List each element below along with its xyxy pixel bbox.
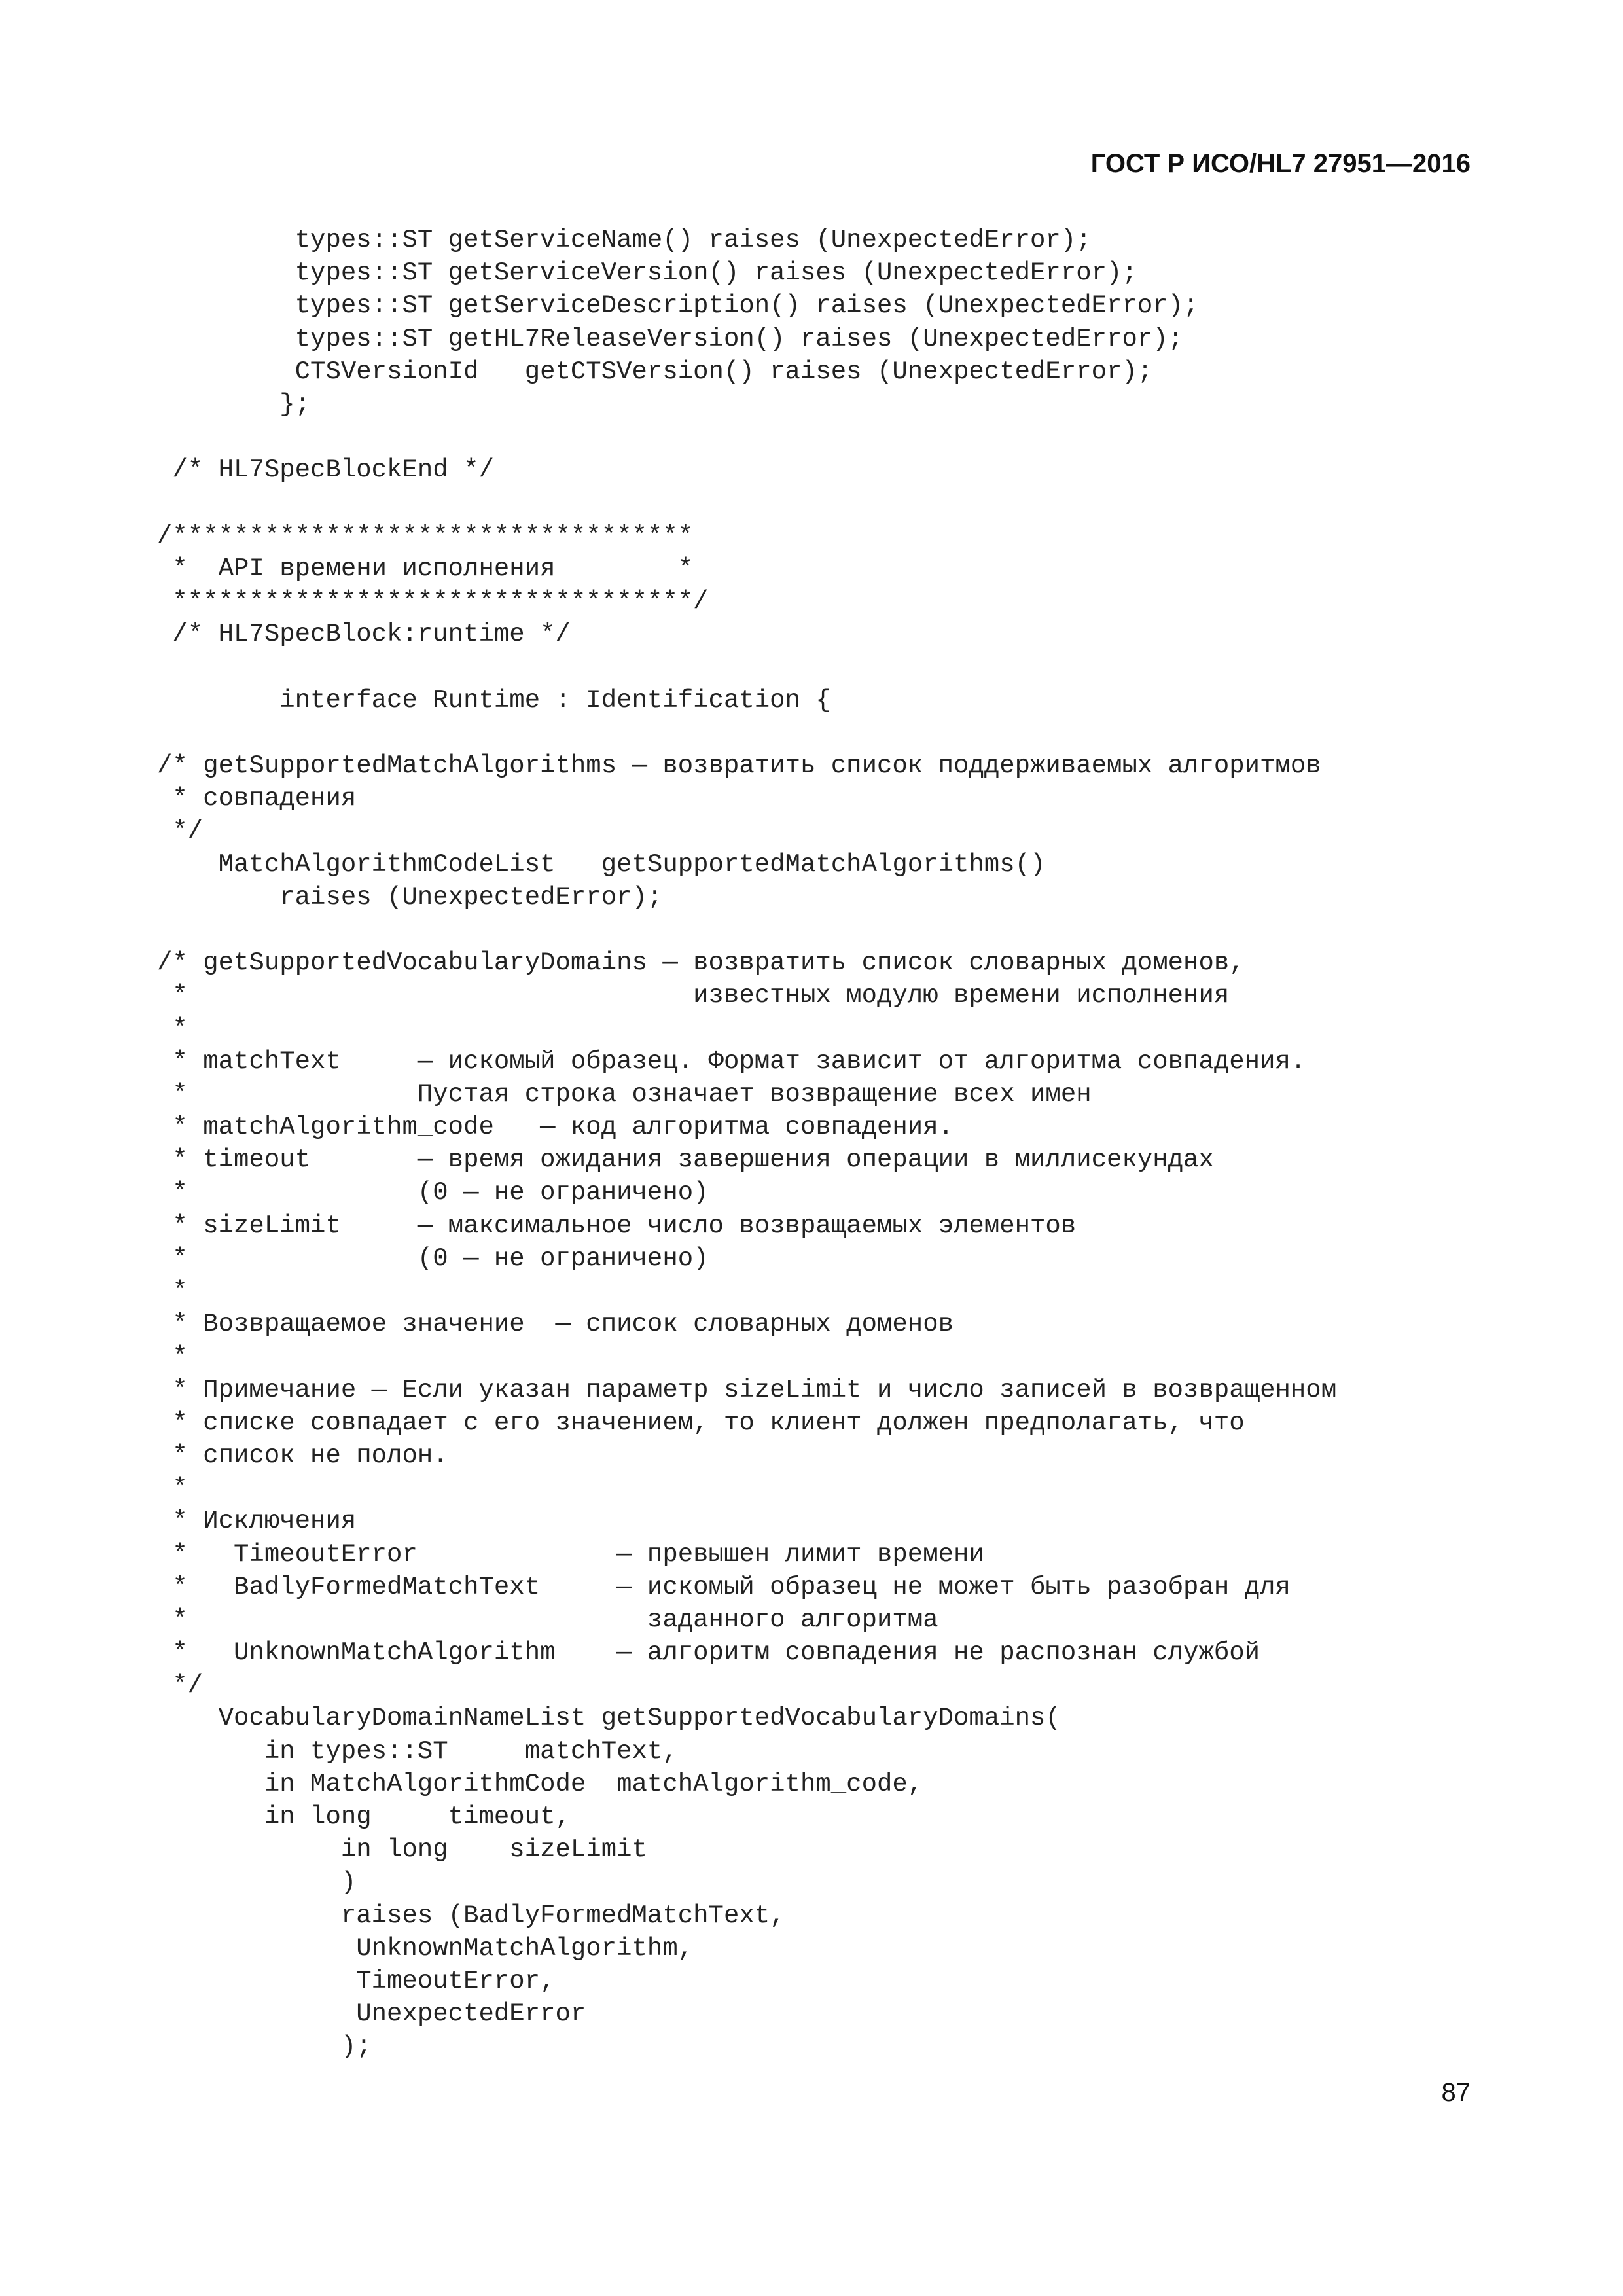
- code-line: * Исключения: [157, 1507, 357, 1536]
- code-line: * BadlyFormedMatchText — искомый образец не может быть разобран для: [157, 1572, 1291, 1602]
- standard-header: ГОСТ Р ИСО/HL7 27951—2016: [1090, 149, 1471, 178]
- code-line: in MatchAlgorithmCode matchAlgorithm_code,: [157, 1769, 923, 1799]
- code-line: );: [157, 2032, 372, 2062]
- code-line: *: [157, 1277, 188, 1306]
- code-line: /**********************************: [157, 521, 694, 550]
- code-line: MatchAlgorithmCodeList getSupportedMatchAlgorithms(): [157, 850, 1046, 879]
- code-listing: [157, 224, 1492, 2064]
- code-line: raises (BadlyFormedMatchText,: [157, 1901, 785, 1930]
- code-line: types::ST getServiceName() raises (UnexpectedError);: [157, 226, 1092, 255]
- code-line: CTSVersionId getCTSVersion() raises (UnexpectedError);: [157, 357, 1153, 386]
- code-line: * timeout — время ожидания завершения операции в миллисекундах: [157, 1145, 1214, 1175]
- code-line: * список не полон.: [157, 1441, 448, 1470]
- code-line: ): [157, 1868, 357, 1897]
- code-line: * (0 — не ограничено): [157, 1178, 709, 1208]
- code-line: types::ST getServiceDescription() raises (UnexpectedError);: [157, 291, 1199, 321]
- code-line: TimeoutError,: [157, 1966, 556, 1996]
- code-line: in long sizeLimit: [157, 1835, 647, 1865]
- code-line: [157, 421, 1492, 454]
- code-line: *: [157, 1474, 188, 1503]
- code-line: * Возвращаемое значение — список словарных доменов: [157, 1310, 954, 1339]
- code-line: * Примечание — Если указан параметр sizeLimit и число записей в возвращенном: [157, 1375, 1337, 1405]
- code-line: *: [157, 1014, 188, 1043]
- code-line: [157, 914, 1492, 946]
- code-line: /* HL7SpecBlock:runtime */: [157, 620, 571, 649]
- code-line: raises (UnexpectedError);: [157, 882, 663, 912]
- code-line: * списке совпадает с его значением, то клиент должен предполагать, что: [157, 1408, 1245, 1437]
- code-line: * Пустая строка означает возвращение всех имен: [157, 1079, 1092, 1109]
- code-line: in types::ST matchText,: [157, 1736, 678, 1766]
- code-line: [157, 651, 1492, 683]
- code-line: * известных модулю времени исполнения: [157, 981, 1230, 1011]
- code-line: VocabularyDomainNameList getSupportedVocabularyDomains(: [157, 1704, 1061, 1733]
- code-line: UnexpectedError: [157, 2000, 586, 2029]
- code-line: * sizeLimit — максимальное число возвращаемых элементов: [157, 1211, 1077, 1240]
- code-line: in long timeout,: [157, 1803, 571, 1831]
- code-line: *: [157, 1342, 188, 1372]
- code-line: types::ST getServiceVersion() raises (UnexpectedError);: [157, 259, 1137, 288]
- code-line: * UnknownMatchAlgorithm — алгоритм совпадения не распознан службой: [157, 1638, 1260, 1668]
- code-line: * API времени исполнения *: [157, 554, 694, 583]
- code-line: /* HL7SpecBlockEnd */: [157, 456, 494, 485]
- code-line: * совпадения: [157, 784, 357, 814]
- code-line: [157, 487, 1492, 520]
- code-line: **********************************/: [157, 587, 709, 617]
- code-line: interface Runtime : Identification {: [157, 685, 831, 715]
- code-line: */: [157, 817, 204, 846]
- code-line: /* getSupportedMatchAlgorithms — возвратить список поддерживаемых алгоритмов: [157, 751, 1321, 780]
- code-line: };: [157, 389, 311, 419]
- page-number: 87: [1441, 2078, 1471, 2107]
- code-line: * заданного алгоритма: [157, 1605, 938, 1634]
- code-line: [157, 717, 1492, 749]
- code-line: * (0 — не ограничено): [157, 1244, 709, 1273]
- code-line: /* getSupportedVocabularyDomains — возвратить список словарных доменов,: [157, 948, 1245, 978]
- code-line: UnknownMatchAlgorithm,: [157, 1933, 694, 1963]
- code-line: */: [157, 1671, 204, 1700]
- code-line: * TimeoutError — превышен лимит времени: [157, 1539, 984, 1569]
- code-line: * matchAlgorithm_code — код алгоритма совпадения.: [157, 1113, 954, 1142]
- code-line: types::ST getHL7ReleaseVersion() raises (UnexpectedError);: [157, 324, 1184, 353]
- code-line: * matchText — искомый образец. Формат зависит от алгоритма совпадения.: [157, 1047, 1306, 1076]
